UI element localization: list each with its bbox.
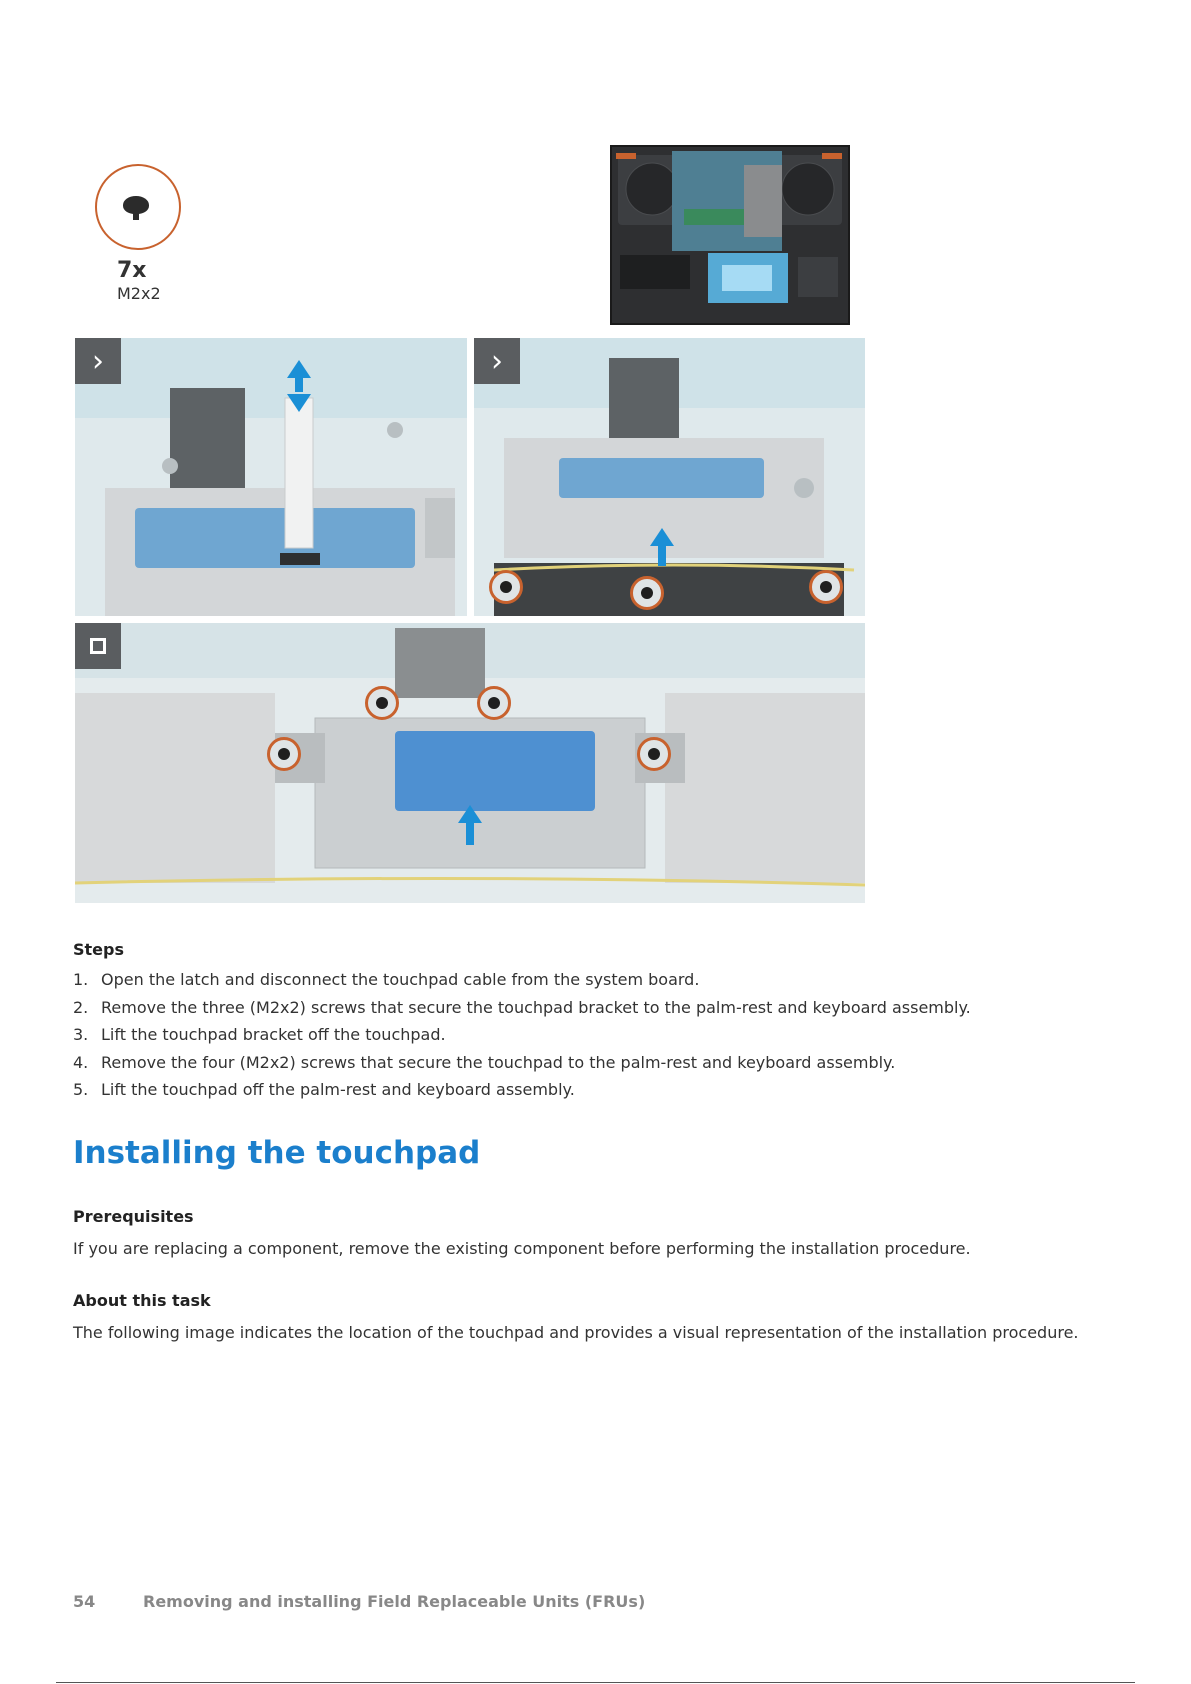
step-text: Remove the four (M2x2) screws that secure the touchpad to the palm-rest and keyboard assembly.	[101, 1052, 896, 1072]
step-number: 5.	[73, 1080, 89, 1100]
step-chevron-icon: ›	[75, 338, 121, 384]
step-number: 1.	[73, 970, 89, 990]
step-chevron-icon: ›	[474, 338, 520, 384]
arrow-stem	[658, 546, 666, 566]
screw-count: 7x	[117, 258, 147, 283]
step-number: 4.	[73, 1052, 89, 1072]
arrow-stem	[295, 378, 303, 392]
steps-list	[73, 966, 1113, 1104]
prerequisites-text: If you are replacing a component, remove the existing component before performing the installation procedure.	[73, 1239, 971, 1258]
screw-location-marker	[267, 737, 301, 771]
step-image-disconnect-cable	[75, 338, 467, 616]
screw-location-marker	[489, 570, 523, 604]
about-task-heading: About this task	[73, 1291, 211, 1310]
arrow-stem	[466, 823, 474, 845]
section-title: Installing the touchpad	[73, 1135, 481, 1171]
step-number: 3.	[73, 1025, 89, 1045]
footer-divider	[56, 1682, 1135, 1683]
step-item	[73, 1049, 1113, 1077]
arrow-down-icon	[287, 394, 311, 412]
step-item	[73, 1076, 1113, 1104]
prerequisites-heading: Prerequisites	[73, 1207, 194, 1226]
screw-shank	[133, 210, 139, 220]
panel-b-drawing	[474, 338, 865, 616]
laptop-overview-drawing	[612, 147, 848, 323]
step-image-remove-bracket-screws	[474, 338, 865, 616]
screw-location-marker	[365, 686, 399, 720]
screw-location-marker	[630, 576, 664, 610]
step-end-icon	[75, 623, 121, 669]
panel-c-drawing	[75, 623, 865, 903]
step-text: Remove the three (M2x2) screws that secure the touchpad bracket to the palm-rest and keyboard assembly.	[101, 997, 971, 1017]
steps-heading: Steps	[73, 940, 124, 959]
screw-location-marker	[637, 737, 671, 771]
screw-location-marker	[477, 686, 511, 720]
step-item	[73, 1021, 1113, 1049]
panel-a-drawing	[75, 338, 467, 616]
arrow-up-icon	[287, 360, 311, 378]
step-item	[73, 966, 1113, 994]
about-task-text: The following image indicates the location of the touchpad and provides a visual representation of the installation procedure.	[73, 1323, 1079, 1342]
step-item	[73, 994, 1113, 1022]
page-number: 54	[73, 1592, 96, 1611]
arrow-up-icon	[458, 805, 482, 823]
chapter-title: Removing and installing Field Replaceable Units (FRUs)	[143, 1592, 646, 1611]
arrow-up-icon	[650, 528, 674, 546]
step-text: Lift the touchpad off the palm-rest and keyboard assembly.	[101, 1080, 575, 1100]
step-text: Open the latch and disconnect the touchpad cable from the system board.	[101, 970, 700, 990]
laptop-overview-image	[610, 145, 850, 325]
step-text: Lift the touchpad bracket off the touchpad.	[101, 1025, 446, 1045]
screw-size: M2x2	[117, 284, 161, 303]
step-image-remove-touchpad	[75, 623, 865, 903]
step-number: 2.	[73, 997, 89, 1017]
screw-location-marker	[809, 570, 843, 604]
